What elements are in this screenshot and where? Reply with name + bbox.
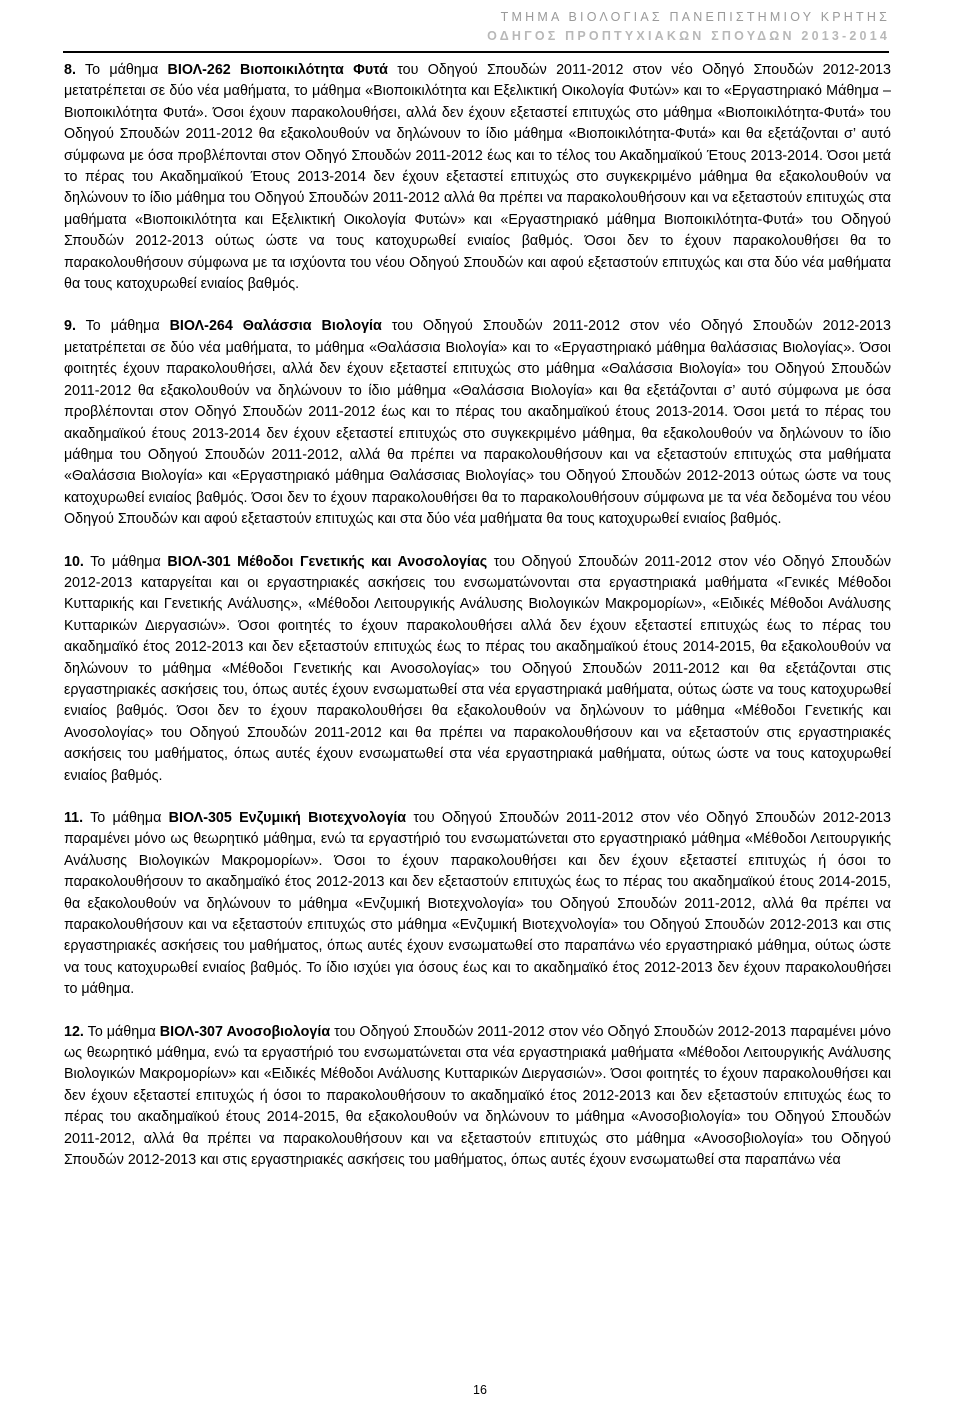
item-number: 12. (64, 1023, 84, 1040)
item-body: του Οδηγού Σπουδών 2011-2012 στον νέο Οδηγό Σπουδών 2012-2013 μετατρέπεται σε δύο νέα μαθήματα, το μάθημα «Βιοποικιλότητα και Εξελικτική Οικολογία Φυτών» και το «Εργαστηριακό Μάθημα –Βιοποικιλότητα Φυτά». Όσοι έχουν παρακολουθήσει, αλλά δεν έχουν εξεταστεί επιτυχώς στο μάθημα «Βιοποικιλότητα-Φυτά» του Οδηγού Σπουδών 2011-2012 θα εξακολουθούν να δηλώνουν το ίδιο μάθημα «Βιοποικιλότητα-Φυτά» και θα εξετάζονται σ’ αυτό σύμφωνα με όσα προβλέπονται στον Οδηγό Σπουδών 2011-2012 έως και το τέλος του Ακαδημαϊκού Έτους 2013-2014. Όσοι μετά το πέρας του Ακαδημαϊκού Έτους 2013-2014 δεν έχουν εξεταστεί επιτυχώς στο συγκεκριμένο μάθημα θα εξακολουθούν να δηλώνουν το ίδιο μάθημα του Οδηγού Σπουδών 2011-2012 αλλά θα πρέπει να παρακολουθήσουν και να εξεταστούν επιτυχώς στα μαθήματα «Βιοποικιλότητα και Εξελικτική Οικολογία Φυτών» και «Εργαστηριακό μάθημα Βιοποικιλότητα-Φυτά» του Οδηγού Σπουδών 2012-2013 ούτως ώστε να τους κατοχυρωθεί ενιαίος βαθμός. Όσοι δεν το έχουν παρακολουθήσει θα το παρακολουθήσουν σύμφωνα με τα ισχύοντα του νέου Οδηγού Σπουδών και αφού εξεταστούν επιτυχώς και στα δύο νέα μαθήματα θα τους κατοχυρωθεί ενιαίος βαθμός. (64, 62, 891, 293)
course-title: Μέθοδοι Γενετικής και Ανοσολογίας (230, 553, 488, 570)
item-body: του Οδηγού Σπουδών 2011-2012 στον νέο Οδηγό Σπουδών 2012-2013 καταργείται και οι εργαστηριακές ασκήσεις του ενσωματώνονται στα εργαστηριακά μαθήματα «Γενικές Μέθοδοι Κυτταρικής και Γενετικής Ανάλυσης», «Μέθοδοι Λειτουργικής Ανάλυσης Βιολογικών Μακρομορίων», «Ειδικές Μέθοδοι Ανάλυσης Κυτταρικών Διεργασιών». Όσοι φοιτητές το έχουν παρακολουθήσει αλλά δεν έχουν εξεταστεί επιτυχώς έως το πέρας του ακαδημαϊκό έτος 2012-2013 και δεν εξεταστούν επιτυχώς έως το πέρας του ακαδημαϊκού έτους 2014-2015, θα εξακολουθούν να δηλώνουν το μάθημα «Μέθοδοι Γενετικής και Ανοσολογίας» του Οδηγού Σπουδών 2011-2012 και θα εξετάζονται στις εργαστηριακές ασκήσεις του, όπως αυτές έχουν ενσωματωθεί στα νέα εργαστηριακά μαθήματα, ούτως ώστε να τους κατοχυρωθεί ενιαίος βαθμός. Όσοι δεν το έχουν παρακολουθήσει θα εξακολουθούν να δηλώνουν το μάθημα «Μέθοδοι Γενετικής και Ανοσολογίας» του Οδηγού Σπουδών 2011-2012 και θα πρέπει να παρακολουθήσουν και να εξεταστούν στις εργαστηριακές ασκήσεις του μαθήματος, όπως αυτές έχουν ενσωματωθεί στα νέα εργαστηριακά μαθήματα, ούτως ώστε να τους κατοχυρωθεί ενιαίος βαθμός. (64, 553, 891, 784)
document-body (64, 60, 891, 1193)
course-item-8 (64, 60, 891, 295)
running-header (487, 8, 890, 46)
item-number: 9. (64, 318, 76, 335)
item-intro: Το μάθημα (83, 810, 169, 826)
header-department: ΤΜΗΜΑ ΒΙΟΛΟΓΙΑΣ ΠΑΝΕΠΙΣΤΗΜΙΟΥ ΚΡΗΤΗΣ (500, 10, 890, 24)
course-code: ΒΙΟΛ-301 (167, 553, 231, 570)
course-item-9 (64, 316, 891, 530)
course-code: ΒΙΟΛ-264 (169, 318, 233, 335)
item-intro: Το μάθημα (83, 1023, 160, 1040)
item-intro: Το μάθημα (75, 318, 170, 335)
course-title: Ανοσοβιολογία (222, 1023, 331, 1040)
item-intro: Το μάθημα (75, 62, 168, 78)
item-intro: Το μάθημα (83, 553, 168, 570)
course-title: Ενζυμική Βιοτεχνολογία (231, 810, 407, 826)
course-item-12 (64, 1022, 891, 1172)
item-number: 10. (64, 553, 84, 570)
course-title: Βιοποικιλότητα Φυτά (230, 62, 388, 78)
item-body: του Οδηγού Σπουδών 2011-2012 στον νέο Οδηγό Σπουδών 2012-2013 παραμένει μόνο ως θεωρητικό μάθημα, ενώ τα εργαστήριό του ενσωματώνεται στο εργαστηριακό μάθημα «Μέθοδοι Λειτουργικής Ανάλυσης Βιολογικών Μακρομορίων». Όσοι το έχουν παρακολουθήσει και δεν έχουν εξεταστεί επιτυχώς ή όσοι το παρακολουθήσουν το ακαδημαϊκό έτος 2012-2013 και δεν εξεταστούν επιτυχώς έως το πέρας του ακαδημαϊκού έτους 2014-2015, θα εξακολουθούν να δηλώνουν το μάθημα «Ενζυμική Βιοτεχνολογία» του Οδηγού Σπουδών 2011-2012, αλλά θα πρέπει να παρακολουθήσουν και να εξεταστούν επιτυχώς στο μάθημα «Ενζυμική Βιοτεχνολογία» του Οδηγού Σπουδών 2012-2013 και στις εργαστηριακές ασκήσεις του μαθήματος, όπως αυτές έχουν ενσωματωθεί στο παραπάνω νέο εργαστηριακό μάθημα, ούτως ώστε να τους κατοχυρωθεί ενιαίος βαθμός. Το ίδιο ισχύει για όσους έως και το ακαδημαϊκό έτος 2012-2013 δεν έχουν παρακολουθήσει το μάθημα. (64, 810, 891, 998)
course-code: ΒΙΟΛ-305 (168, 810, 232, 826)
course-code: ΒΙΟΛ-262 (167, 62, 231, 78)
course-title: Θαλάσσια Βιολογία (232, 318, 382, 335)
item-body: του Οδηγού Σπουδών 2011-2012 στον νέο Οδηγό Σπουδών 2012-2013 μετατρέπεται σε δύο νέα μαθήματα, το μάθημα «Θαλάσσια Βιολογία» και το «Εργαστηριακό μάθημα θαλάσσιας Βιολογίας». Όσοι φοιτητές έχουν παρακολουθήσει, αλλά δεν έχουν εξεταστεί επιτυχώς στο μάθημα «Θαλάσσια Βιολογία» του Οδηγού Σπουδών 2011-2012 θα εξακολουθούν να δηλώνουν το ίδιο μάθημα «Θαλάσσια Βιολογία» και θα εξετάζονται σ’ αυτό σύμφωνα με όσα προβλέπονται στον Οδηγό Σπουδών 2011-2012 έως και το πέρας του ακαδημαϊκού έτους 2013-2014. Όσοι μετά το πέρας του ακαδημαϊκού έτους 2013-2014 δεν έχουν εξεταστεί επιτυχώς στο συγκεκριμένο μάθημα, θα εξακολουθούν να δηλώνουν το ίδιο μάθημα του Οδηγού Σπουδών 2011-2012, αλλά θα πρέπει να παρακολουθήσουν και να εξεταστούν επιτυχώς στα μαθήματα «Θαλάσσια Βιολογία» και «Εργαστηριακό μάθημα Θαλάσσιας Βιολογίας» του Οδηγού Σπουδών 2012-2013 ούτως ώστε να τους κατοχυρωθεί ενιαίος βαθμός. Όσοι δεν το έχουν παρακολουθήσει θα το παρακολουθήσουν σύμφωνα με τα νέα δεδομένα του νέου Οδηγού Σπουδών και αφού εξεταστούν επιτυχώς και στα δύο νέα μαθήματα θα τους κατοχυρωθεί ενιαίος βαθμός. (64, 318, 891, 528)
item-number: 8. (64, 62, 76, 78)
course-item-10 (64, 552, 891, 787)
page-number: 16 (473, 1383, 487, 1397)
item-number: 11. (64, 810, 84, 826)
course-item-11 (64, 808, 891, 1001)
header-guide-title: ΟΔΗΓΟΣ ΠΡΟΠΤΥΧΙΑΚΩΝ ΣΠΟΥΔΩΝ 2013-2014 (487, 29, 890, 43)
course-code: ΒΙΟΛ-307 (159, 1023, 223, 1040)
header-rule (63, 51, 889, 53)
item-body: του Οδηγού Σπουδών 2011-2012 στον νέο Οδηγό Σπουδών 2012-2013 παραμένει μόνο ως θεωρητικό μάθημα, ενώ τα εργαστήριό του ενσωματώνεται στα νέα εργαστηριακά μαθήματα «Μέθοδοι Λειτουργικής Ανάλυσης Βιολογικών Μακρομορίων» και «Ειδικές Μέθοδοι Ανάλυσης Κυτταρικών Διεργασιών». Όσοι φοιτητές το έχουν παρακολουθήσει και δεν έχουν εξεταστεί επιτυχώς ή όσοι το παρακολουθήσουν το ακαδημαϊκό έτος 2012-2013 και δεν εξεταστούν επιτυχώς έως το πέρας του ακαδημαϊκού έτους 2014-2015, θα εξακολουθούν να δηλώνουν το μάθημα «Ανοσοβιολογία» του Οδηγού Σπουδών 2011-2012, αλλά θα πρέπει να παρακολουθήσουν και να εξεταστούν επιτυχώς στο μάθημα «Ανοσοβιολογία» του Οδηγού Σπουδών 2012-2013 και στις εργαστηριακές ασκήσεις του μαθήματος, όπως αυτές έχουν ενσωματωθεί στα παραπάνω νέα (64, 1023, 891, 1169)
